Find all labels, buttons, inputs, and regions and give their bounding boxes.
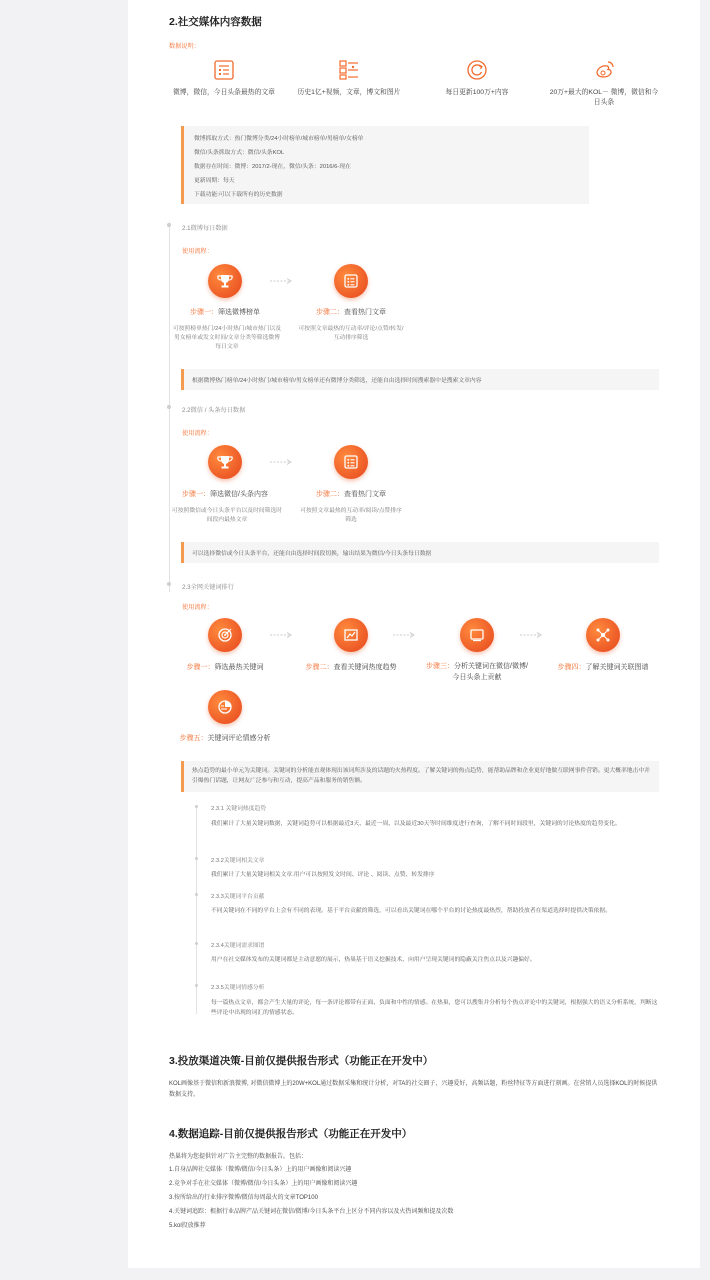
section-intro: 热巢将为您提供针对广告主完整的数据报告。包括： — [169, 1154, 308, 1160]
arrow-right-icon — [270, 632, 292, 638]
step-label: 步骤五：关键词评论情感分析 — [179, 735, 271, 742]
info-line: 下载功能:可以下载所有的历史数据 — [194, 192, 283, 198]
list-item: 4.关键词追踪：根据行业品牌产品关键词在微信/微博/今日头条平台上区分不同内容以及火热词频和提及次数 — [169, 1209, 454, 1215]
step-label: 步骤一：筛选微博榜单 — [190, 309, 260, 316]
step-label: 步骤一：筛选微信/头条内容 — [182, 491, 268, 498]
info-line: 微博抓取方式：热门微博分类/24小时榜单/城市榜单/男榜单/女榜单 — [194, 136, 364, 142]
step-label: 步骤二：查看关键词热度趋势 — [305, 664, 397, 671]
step-label: 步骤二：查看热门文章 — [316, 491, 386, 498]
info-line: 更新周期：每天 — [194, 178, 235, 184]
video-grid-icon — [337, 58, 361, 82]
info-box — [181, 126, 589, 204]
article-list-icon — [212, 58, 236, 82]
item-text: 我们累计了大量关键词数据，关键词趋势可以根据最近3天、最近一周、以及最近30天等时间维度进行查询，了解不同时间段里，关键词的讨论热度的趋势变化。 — [211, 821, 621, 827]
feature-item — [548, 58, 660, 108]
timeline-dot — [195, 805, 198, 808]
feature-item — [293, 58, 405, 98]
step-desc: 可按照榜单热门/24小时热门/城市热门以及男女榜单或发文时间/文章分类等筛选微博每日文章 — [172, 326, 282, 350]
item-title: 2.3.5关键词情感分析 — [211, 985, 265, 991]
use-process-label: 使用流程： — [182, 604, 213, 611]
feature-item — [168, 58, 280, 98]
item-text: 我们累计了大量关键词相关文章.用户可以按照发文时间、评论 、阅读、点赞、转发排序 — [211, 872, 435, 878]
refresh-icon — [465, 58, 489, 82]
step-desc: 可按照微信或今日头条平台以及时间筛选时间段内最热文章 — [171, 508, 283, 523]
item-text: 用户在社交媒体发布的关键词都是主动意愿的展示，热巢基于语义挖掘技术，向用户呈现关键词的隐蔽关注焦点以及兴趣偏好。 — [211, 957, 536, 963]
arrow-right-icon — [270, 278, 292, 284]
arrow-right-icon — [520, 632, 542, 638]
step-desc: 可按照文章最热的互动率/阅读/点赞排序筛选 — [300, 508, 402, 523]
feature-text: 历史1亿+视频，文章，博文和图片 — [297, 89, 401, 96]
content-page — [128, 0, 700, 1268]
data-note-label: 数据说明： — [169, 43, 200, 50]
keyword-note-text: 热点趋势的最小单元为关键词。关键词的分析能直观体现出该词所涉及的话题的火热程度。了解关键词的热点趋势，能帮助品牌和企业更好地做互联网事件营销。更大概率地击中并引爆热门话题，让网友广泛参与和互动，提高产品和服务的销售额。 — [192, 768, 650, 785]
use-process-label: 使用流程： — [182, 248, 213, 255]
note-bar: 可以选择微信或今日头条平台，还能自由选择时间段切换，输出结果为微信/今日头条每日数据 — [181, 542, 659, 563]
arrow-right-icon — [393, 632, 415, 638]
section-title: 3.投放渠道决策-目前仅提供报告形式（功能正在开发中） — [169, 1055, 434, 1067]
section-title: 4.数据追踪-目前仅提供报告形式（功能正在开发中） — [169, 1128, 413, 1140]
arrow-right-icon — [270, 459, 292, 465]
feature-text: 每日更新100万+内容 — [445, 89, 509, 96]
timeline-dot — [195, 857, 198, 860]
list-item: 2.竞争对手在社交媒体（微博/微信/今日头条）上的用户画像和阅读兴趣 — [169, 1181, 358, 1187]
list-doc-icon — [334, 264, 368, 298]
trend-chart-icon — [334, 618, 368, 652]
section-title: 2.社交媒体内容数据 — [169, 16, 262, 28]
timeline-dot — [195, 893, 198, 896]
step-desc: 可按照文章最热的互动率/评论/点赞/转发/互动排序筛选 — [298, 326, 404, 341]
step-label: 步骤三：分析关键词在微信/微博/ 今日头条上贡献 — [426, 663, 528, 681]
info-line: 数据存在时间：微博：2017/2-现在，微信/头条：2016/6-现在 — [194, 164, 351, 170]
subsection-title: 2.2微信 / 头条每日数据 — [182, 407, 246, 414]
item-title: 2.3.4关键词需求图谱 — [211, 943, 265, 949]
item-title: 2.3.1 关键词热度趋势 — [211, 806, 267, 812]
timeline-dot — [167, 582, 171, 586]
feature-item — [421, 58, 533, 98]
timeline-dot — [195, 984, 198, 987]
item-text: 每一篇热点文章，都会产生大量的评论，每一条评论都带有正面、负面和中性的情感。在热巢，您可以搜集并分析每个热点评论中的关键词，根据强大的语义分析系统，判断这些评论中出现的词汇的情感状态。 — [211, 1000, 658, 1017]
use-process-label: 使用流程： — [182, 430, 213, 437]
step-label: 步骤一：筛选最热关键词 — [186, 664, 264, 671]
network-graph-icon — [586, 618, 620, 652]
step-label: 步骤四：了解关键词关联图谱 — [557, 664, 649, 671]
timeline-dot — [167, 405, 171, 409]
step-label: 步骤二：查看热门文章 — [316, 309, 386, 316]
list-doc-icon — [334, 445, 368, 479]
feature-text: 20万+最大的KOL－ 微博，微信和今日头条 — [549, 89, 659, 106]
list-item: 3.按所给出的行业排序微博/微信每周最火的文章TOP100 — [169, 1195, 318, 1201]
timeline-dot — [167, 223, 171, 227]
screen-icon — [460, 618, 494, 652]
subsection-title: 2.3全网关键词排行 — [182, 584, 234, 591]
item-title: 2.3.3关键词平台贡献 — [211, 894, 265, 900]
timeline-dot — [195, 942, 198, 945]
item-text: 不同关键词在不同的平台上会有不同的表现。基于平台贡献的筛选，可以看出关键词在哪个平台的讨论热度最热烈，帮助投放者在渠道选择时提供决策依据。 — [211, 908, 611, 914]
item-title: 2.3.2关键词相关文章 — [211, 858, 265, 864]
list-item: 1.自身品牌社交媒体（微博/微信/今日头条）上的用户画像和阅读兴趣 — [169, 1167, 352, 1173]
target-icon — [208, 618, 242, 652]
trophy-icon — [208, 445, 242, 479]
sub-timeline-line — [196, 806, 197, 1014]
section-text: KOL画像基于微信和新浪微博, 对微信微博上的20W+KOL通过数据采集和统计分析，对TA的社交圈子，兴趣爱好，高频话题，粉丝特征等方面进行刻画。在营销人员选择KOL的时候提供数据支持。 — [169, 1081, 658, 1098]
feature-text: 微博，微信，今日头条最热的文章 — [173, 89, 275, 96]
keyword-note-box — [181, 761, 659, 792]
weibo-icon — [592, 58, 616, 82]
info-line: 微信/头条抓取方式：微信/头条KOL — [194, 150, 285, 156]
subsection-title: 2.1微博每日数据 — [182, 225, 228, 232]
note-bar: 根据微博热门榜单/24小时热门/城市榜单/男女榜单还有微博分类筛选，还能自由选择时间搜索器中是搜索文章内容 — [181, 369, 659, 390]
pie-analysis-icon — [208, 690, 242, 724]
trophy-icon — [208, 264, 242, 298]
list-item: 5.kol投放推荐 — [169, 1223, 206, 1229]
